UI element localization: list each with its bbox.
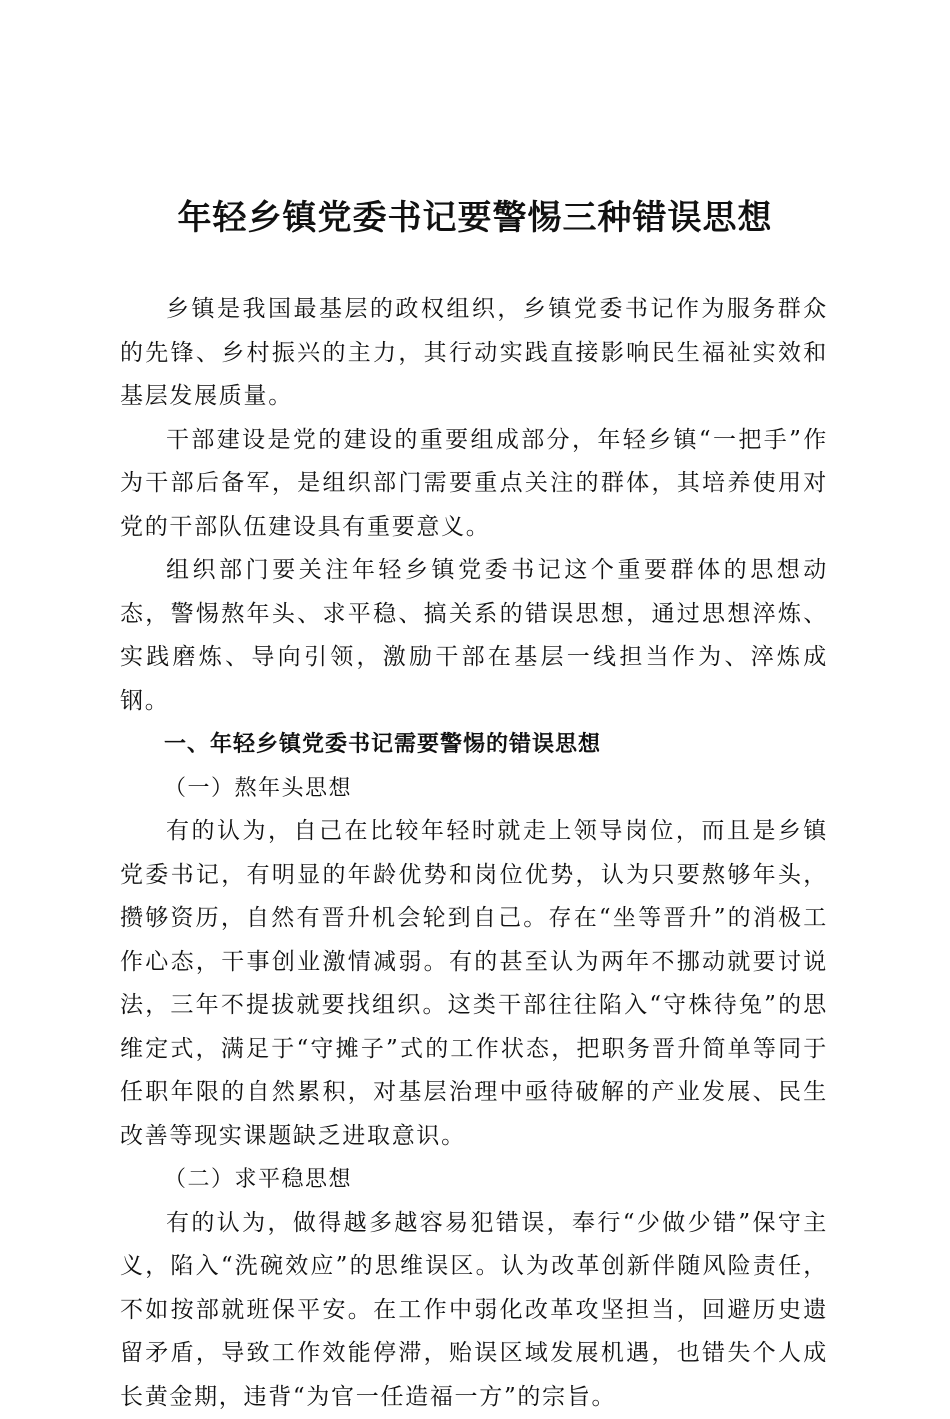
document-title: 年轻乡镇党委书记要警惕三种错误思想 bbox=[0, 192, 950, 244]
paragraph-intro-3: 组织部门要关注年轻乡镇党委书记这个重要群体的思想动态，警惕熬年头、求平稳、搞关系的错误思想，通过思想淬炼、实践磨炼、导向引领，激励干部在基层一线担当作为、淬炼成钢。 bbox=[120, 549, 828, 723]
subsection-heading-2: （二）求平稳思想 bbox=[120, 1158, 828, 1202]
subsection-heading-1: （一）熬年头思想 bbox=[120, 767, 828, 811]
section-heading-1: 一、年轻乡镇党委书记需要警惕的错误思想 bbox=[120, 723, 828, 767]
subsection-paragraph-2: 有的认为，做得越多越容易犯错误，奉行“少做少错”保守主义，陷入“洗碗效应”的思维误区。认为改革创新伴随风险责任，不如按部就班保平安。在工作中弱化改革攻坚担当，回避历史遗留矛盾，导致工作效能停滞，贻误区域发展机遇，也错失个人成长黄金期，违背“为官一任造福一方”的宗旨。 bbox=[120, 1202, 828, 1419]
document-body bbox=[120, 288, 828, 1419]
paragraph-intro-2: 干部建设是党的建设的重要组成部分，年轻乡镇“一把手”作为干部后备军，是组织部门需要重点关注的群体，其培养使用对党的干部队伍建设具有重要意义。 bbox=[120, 419, 828, 550]
paragraph-intro-1: 乡镇是我国最基层的政权组织，乡镇党委书记作为服务群众的先锋、乡村振兴的主力，其行动实践直接影响民生福祉实效和基层发展质量。 bbox=[120, 288, 828, 419]
subsection-paragraph-1: 有的认为，自己在比较年轻时就走上领导岗位，而且是乡镇党委书记，有明显的年龄优势和岗位优势，认为只要熬够年头，攒够资历，自然有晋升机会轮到自己。存在“坐等晋升”的消极工作心态，干事创业激情减弱。有的甚至认为两年不挪动就要讨说法，三年不提拔就要找组织。这类干部往往陷入“守株待兔”的思维定式，满足于“守摊子”式的工作状态，把职务晋升简单等同于任职年限的自然累积，对基层治理中亟待破解的产业发展、民生改善等现实课题缺乏进取意识。 bbox=[120, 810, 828, 1158]
